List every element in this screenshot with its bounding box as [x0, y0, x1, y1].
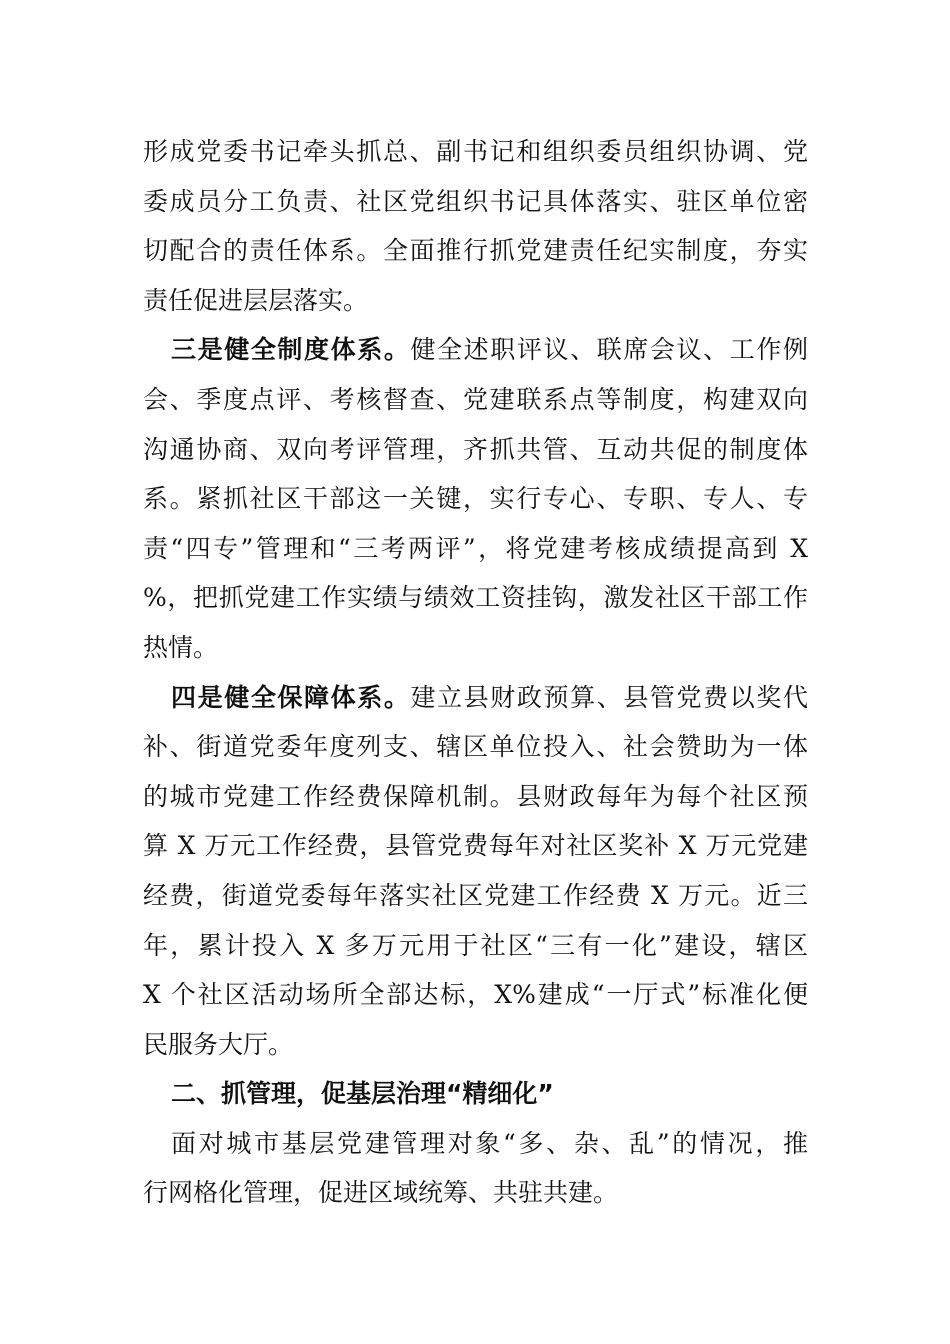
section-heading: 二、抓管理，促基层治理“精细化” [171, 1079, 554, 1109]
text-line: 行网格化管理，促进区域统筹、共驻共建。 [143, 1178, 619, 1208]
text-line [143, 325, 808, 375]
text-line: 责“四专”管理和“三考两评”，将党建考核成绩提高到 X [143, 533, 808, 563]
text-line: 经费，街道党委每年落实社区党建工作经费 X 万元。近三 [143, 880, 808, 910]
text-line: 系。紧抓社区干部这一关键，实行专心、专职、专人、专 [143, 484, 808, 514]
paragraph-lead: 三是健全制度体系。 [171, 335, 411, 365]
text-line: 责任促进层层落实。 [143, 285, 369, 315]
text-line: %，把抓党建工作实绩与绩效工资挂钩，激发社区干部工作 [143, 583, 808, 613]
text-line: 会、季度点评、考核督查、党建联系点等制度，构建双向 [143, 384, 808, 414]
text-line: 委成员分工负责、社区党组织书记具体落实、驻区单位密 [143, 186, 808, 216]
text-line: X 个社区活动场所全部达标，X%建成“一厅式”标准化便 [143, 980, 808, 1010]
text-line: 面对城市基层党建管理对象“多、杂、乱”的情况，推 [171, 1128, 808, 1158]
text-line: 切配合的责任体系。全面推行抓党建责任纪实制度，夯实 [143, 236, 808, 266]
text-line: 沟通协商、双向考评管理，齐抓共管、互动共促的制度体 [143, 434, 808, 464]
text-span: 建立县财政预算、县管党费以奖代 [410, 682, 808, 712]
text-span: 健全述职评议、联席会议、工作例 [410, 335, 808, 365]
text-line: 算 X 万元工作经费，县管党费每年对社区奖补 X 万元党建 [143, 831, 808, 861]
paragraph-responsibility-system [143, 127, 808, 325]
document-body [143, 127, 808, 1218]
paragraph-lead: 四是健全保障体系。 [171, 682, 411, 712]
text-line: 年，累计投入 X 多万元用于社区“三有一化”建设，辖区 [143, 930, 808, 960]
text-line: 热情。 [143, 632, 219, 662]
text-line: 的城市党建工作经费保障机制。县财政每年为每个社区预 [143, 781, 808, 811]
paragraph-grid-management [143, 1119, 808, 1218]
text-line: 形成党委书记牵头抓总、副书记和组织委员组织协调、党 [143, 137, 808, 166]
text-line [143, 673, 808, 723]
text-line: 民服务大厅。 [143, 1029, 294, 1059]
paragraph-guarantee-system [143, 673, 808, 1070]
text-line: 补、街道党委年度列支、辖区单位投入、社会赞助为一体 [143, 732, 808, 762]
paragraph-institution-system [143, 325, 808, 672]
